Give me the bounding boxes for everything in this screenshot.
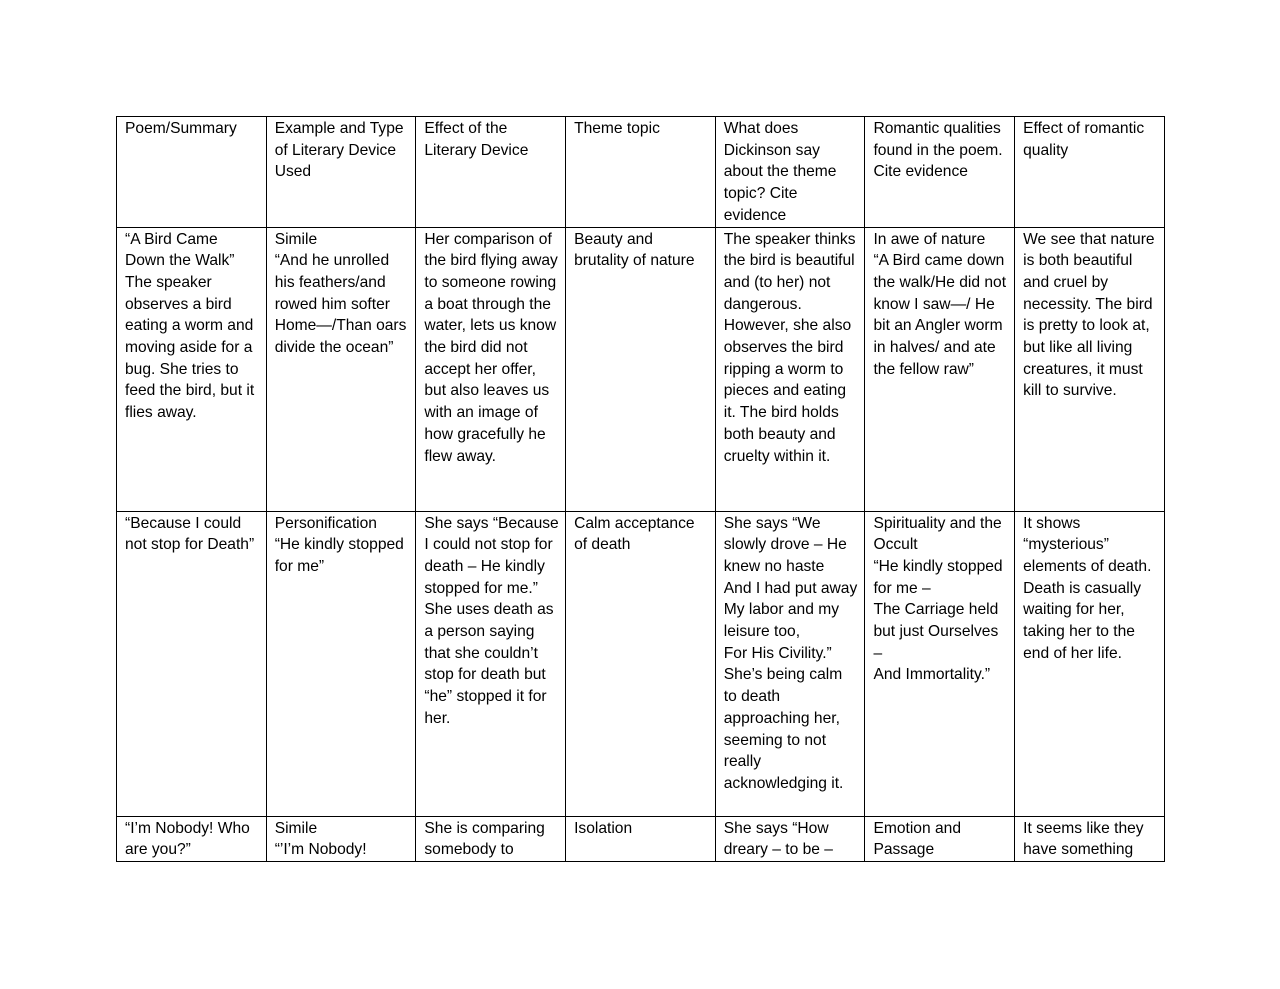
table-cell: Her comparison of the bird flying away to someone rowing a boat through the water, lets us know the bird did not accept her offer, but also leaves us with an image of how gracefully he flew away. <box>416 227 566 511</box>
table-cell: “I’m Nobody! Who are you?” <box>117 816 267 861</box>
table-cell: In awe of nature “A Bird came down the walk/He did not know I saw—/ He bit an Angler worm in halves/ and ate the fellow raw” <box>865 227 1015 511</box>
table-cell: Simile “And he unrolled his feathers/and rowed him softer Home—/Than oars divide the ocean” <box>266 227 416 511</box>
header-device-effect: Effect of the Literary Device <box>416 117 566 228</box>
header-theme-topic: Theme topic <box>566 117 716 228</box>
table-row <box>117 227 1165 511</box>
header-poem-summary: Poem/Summary <box>117 117 267 228</box>
table-cell: She says “Because I could not stop for death – He kindly stopped for me.” She uses death as a person saying that she couldn’t stop for death but “he” stopped it for her. <box>416 511 566 816</box>
table-cell: “A Bird Came Down the Walk” The speaker observes a bird eating a worm and moving aside for a bug. She tries to feed the bird, but it flies away. <box>117 227 267 511</box>
header-romantic-qualities: Romantic qualities found in the poem. Cite evidence <box>865 117 1015 228</box>
table-row <box>117 816 1165 861</box>
literary-analysis-table <box>116 116 1165 862</box>
table-cell: It seems like they have something <box>1015 816 1165 861</box>
table-row <box>117 511 1165 816</box>
table-cell: Calm acceptance of death <box>566 511 716 816</box>
table-cell: It shows “mysterious” elements of death. Death is casually waiting for her, taking her to the end of her life. <box>1015 511 1165 816</box>
table-cell: Spirituality and the Occult “He kindly stopped for me – The Carriage held but just Ourselves – And Immortality.” <box>865 511 1015 816</box>
table-cell: Simile “’I’m Nobody! <box>266 816 416 861</box>
header-row <box>117 117 1165 228</box>
table-cell: The speaker thinks the bird is beautiful and (to her) not dangerous. However, she also observes the bird ripping a worm to pieces and eating it. The bird holds both beauty and cruelty within it. <box>715 227 865 511</box>
table-cell: She is comparing somebody to <box>416 816 566 861</box>
table-cell: Beauty and brutality of nature <box>566 227 716 511</box>
table-cell: Personification “He kindly stopped for me” <box>266 511 416 816</box>
header-romantic-effect: Effect of romantic quality <box>1015 117 1165 228</box>
header-literary-device: Example and Type of Literary Device Used <box>266 117 416 228</box>
table-cell: She says “We slowly drove – He knew no haste And I had put away My labor and my leisure too, For His Civility.” She’s being calm to death approaching her, seeming to not really acknowledging it. <box>715 511 865 816</box>
table-cell: Isolation <box>566 816 716 861</box>
table-cell: We see that nature is both beautiful and cruel by necessity. The bird is pretty to look at, but like all living creatures, it must kill to survive. <box>1015 227 1165 511</box>
table-cell: Emotion and Passage <box>865 816 1015 861</box>
table-cell: “Because I could not stop for Death” <box>117 511 267 816</box>
header-dickinson-says: What does Dickinson say about the theme topic? Cite evidence <box>715 117 865 228</box>
table-cell: She says “How dreary – to be – <box>715 816 865 861</box>
